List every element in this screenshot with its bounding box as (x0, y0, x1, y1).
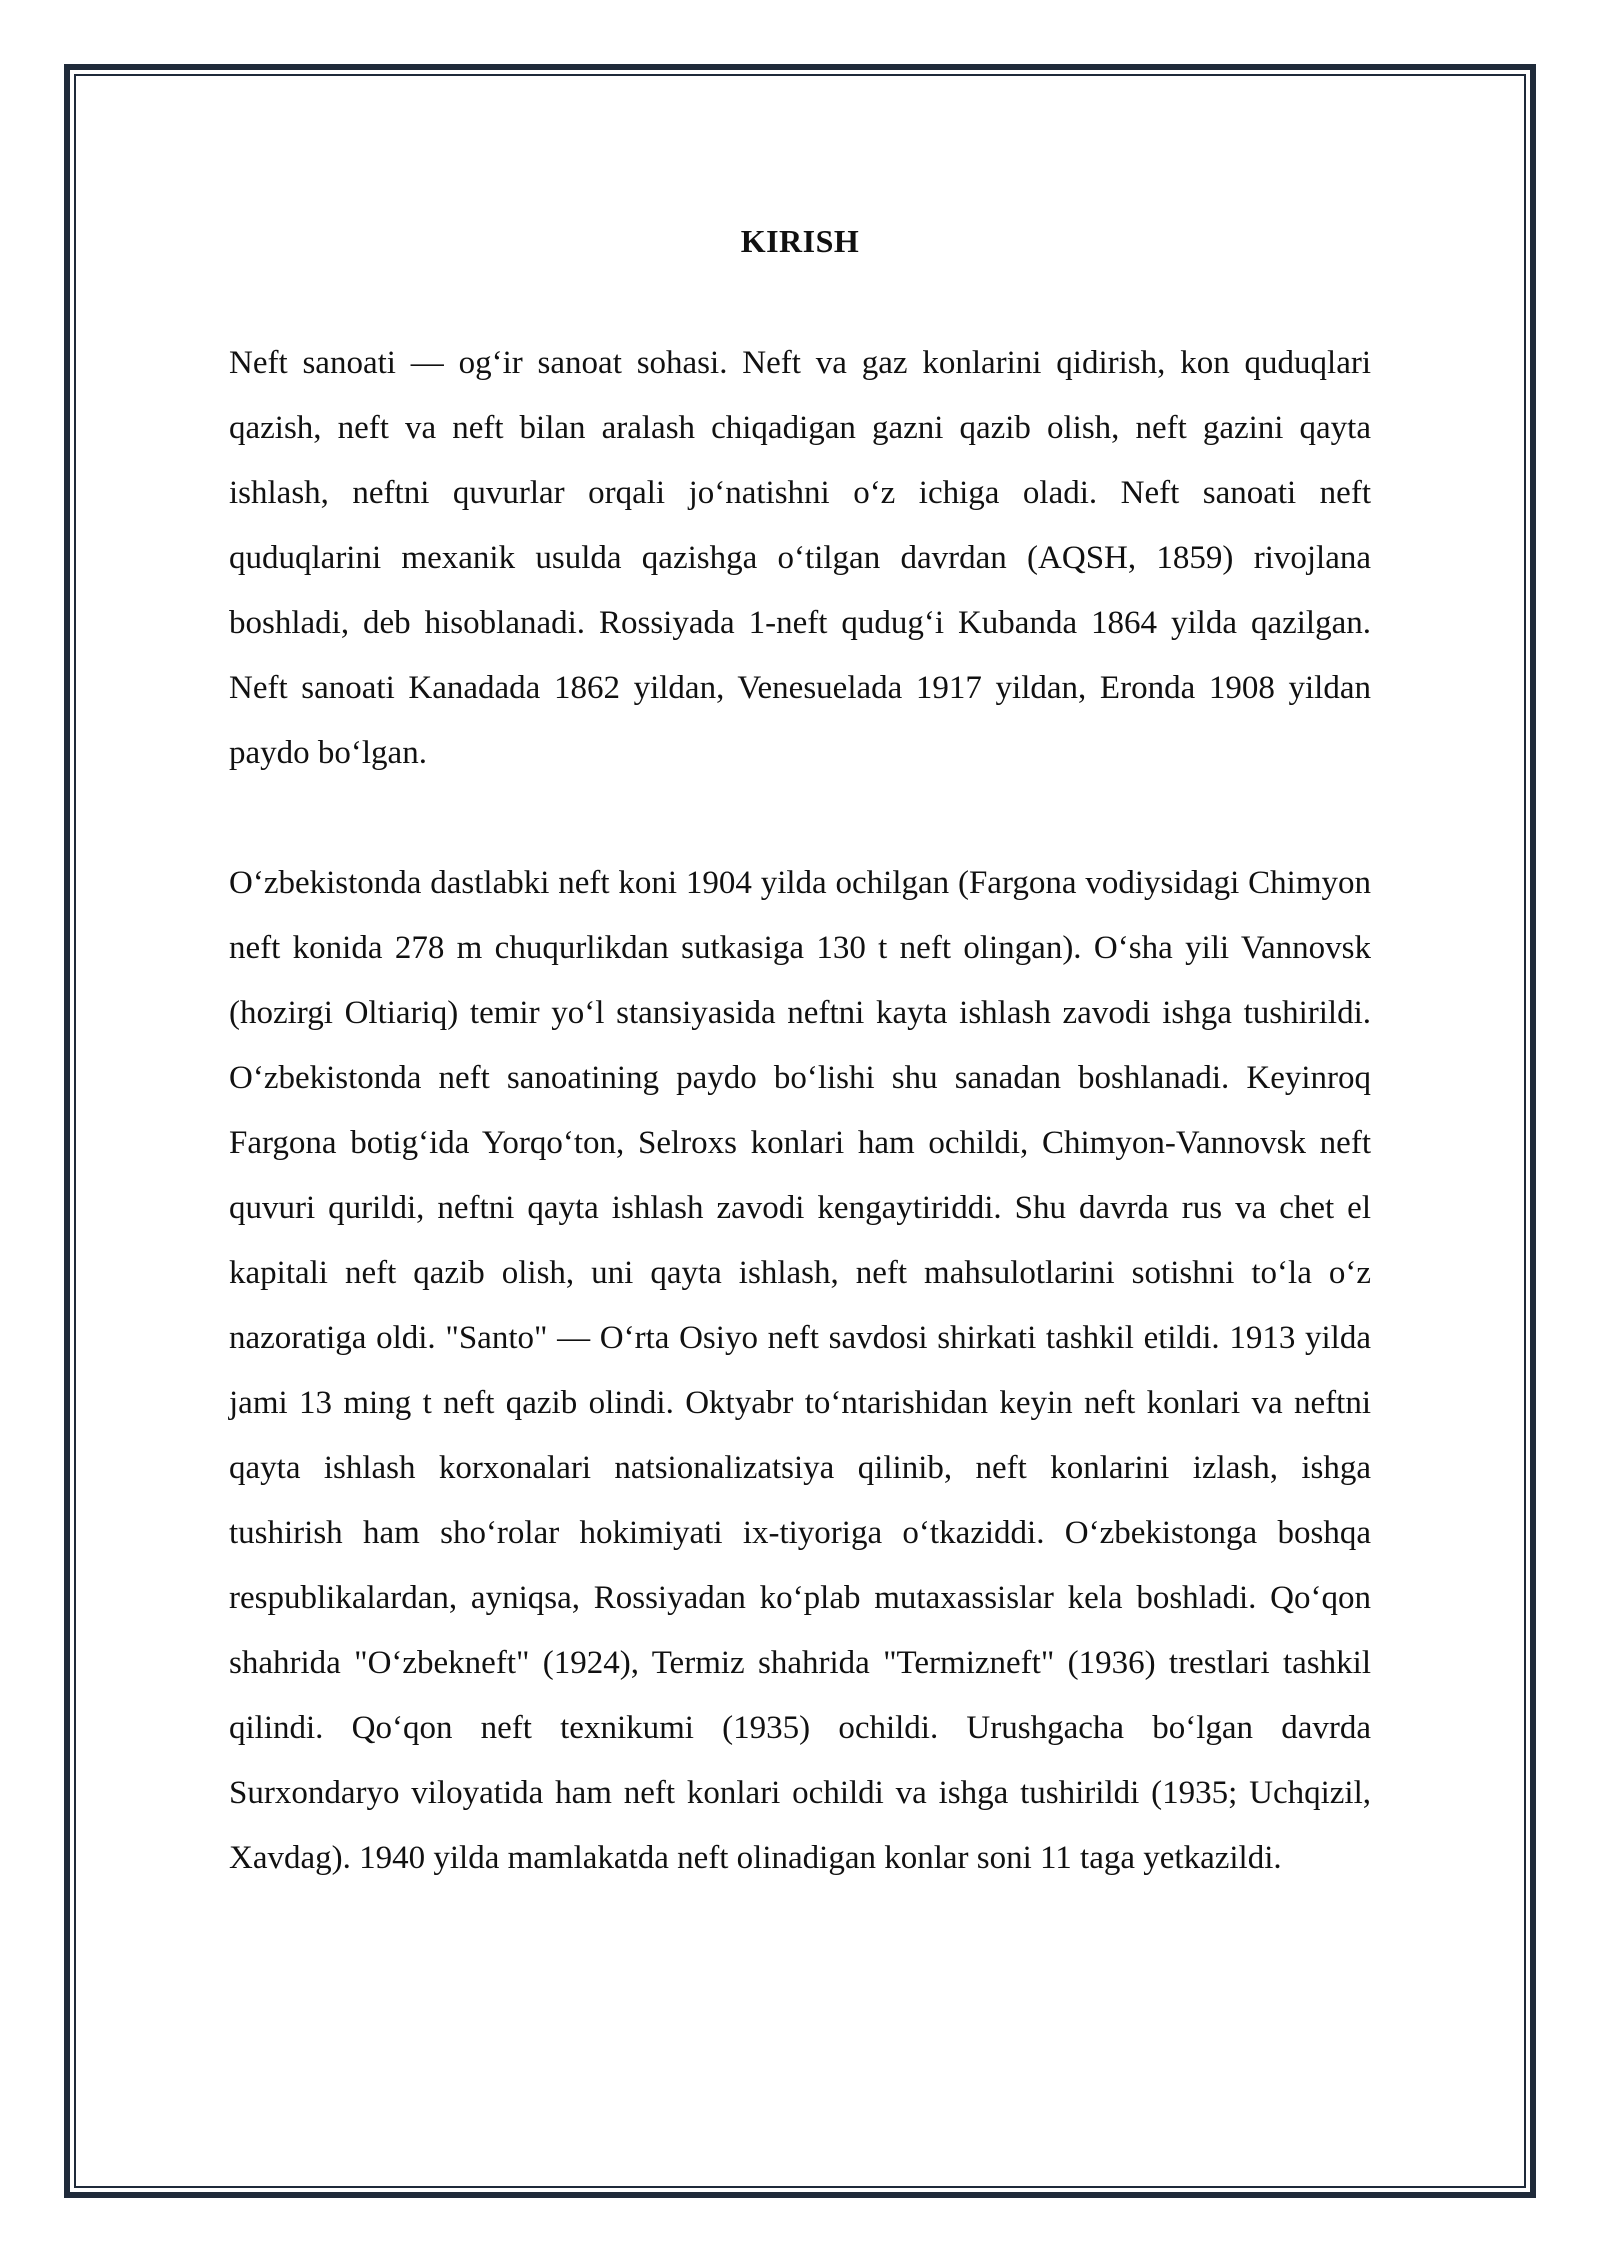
document-title: KIRISH (740, 223, 860, 259)
document-body (229, 205, 1371, 1956)
paragraph-introduction: Neft sanoati — og‘ir sanoat sohasi. Neft va gaz konlarini qidirish, kon quduqlari qazish, neft va neft bilan aralash chiqadigan gazni qazib olish, neft gazini qayta ishlash, neftni quvurlar orqali jo‘natishni o‘z ichiga oladi. Neft sanoati neft quduqlarini mexanik usulda qazishga o‘tilgan davrdan (AQSH, 1859) rivojlana boshladi, deb hisoblanadi. Rossiyada 1-neft qudug‘i Kubanda 1864 yilda qazilgan. Neft sanoati Kanadada 1862 yildan, Venesuelada 1917 yildan, Eronda 1908 yildan paydo bo‘lgan. (229, 345, 1371, 771)
paragraph-uzbekistan-history: O‘zbekistonda dastlabki neft koni 1904 yilda ochilgan (Fargona vodiysidagi Chimyon neft konida 278 m chuqurlikdan sutkasiga 130 t neft olingan). O‘sha yili Vannovsk (hozirgi Oltiariq) temir yo‘l stansiyasida neftni kayta ishlash zavodi ishga tushirildi. O‘zbekistonda neft sanoatining paydo bo‘lishi shu sanadan boshlanadi. Keyinroq Fargona botig‘ida Yorqo‘ton, Selroxs konlari ham ochildi, Chimyon-Vannovsk neft quvuri qurildi, neftni qayta ishlash zavodi kengaytiriddi. Shu davrda rus va chet el kapitali neft qazib olish, uni qayta ishlash, neft mahsulotlarini sotishni to‘la o‘z nazoratiga oldi. "Santo" — O‘rta Osiyo neft savdosi shirkati tashkil etildi. 1913 yilda jami 13 ming t neft qazib olindi. Oktyabr to‘ntarishidan keyin neft konlari va neftni qayta ishlash korxonalari natsionalizatsiya qilinib, neft konlarini izlash, ishga tushirish ham sho‘rolar hokimiyati ix-tiyoriga o‘tkaziddi. O‘zbekistonga boshqa respublikalardan, ayniqsa, Rossiyadan ko‘plab mutaxassislar kela boshladi. Qo‘qon shahrida "O‘zbekneft" (1924), Termiz shahrida "Termizneft" (1936) trestlari tashkil qilindi. Qo‘qon neft texnikumi (1935) ochildi. Urushgacha bo‘lgan davrda Surxondaryo viloyatida ham neft konlari ochildi va ishga tushirildi (1935; Uchqizil, Xavdag). 1940 yilda mamlakatda neft olinadigan konlar soni 11 taga yetkazildi. (229, 865, 1371, 1876)
